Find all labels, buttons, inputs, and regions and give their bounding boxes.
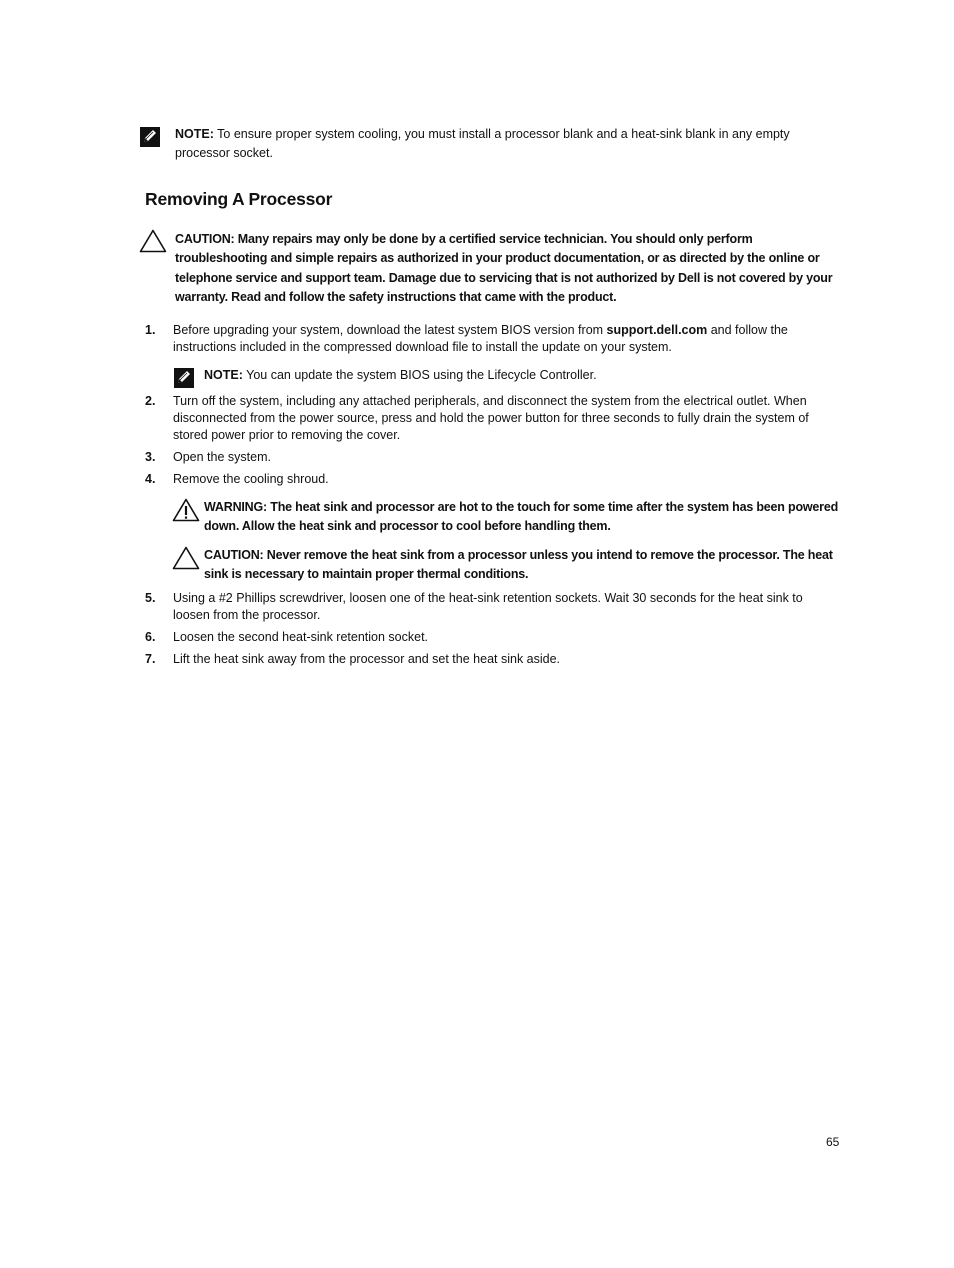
step-text: Using a #2 Phillips screwdriver, loosen one of the heat-sink retention sockets. Wait 30 seconds for the heat sink to loosen from the processor. xyxy=(173,591,803,622)
note-pencil-icon xyxy=(140,127,160,152)
step-number: 3. xyxy=(145,450,156,464)
step-text xyxy=(173,322,841,356)
step-6 xyxy=(145,629,845,647)
note-text: To ensure proper system cooling, you must install a processor blank and a heat-sink blank in any empty processor socket. xyxy=(175,127,790,160)
step-number: 5. xyxy=(145,591,156,605)
step4-warning xyxy=(204,498,839,537)
step-text-after: and follow the instructions included in the compressed download file to install the update on your system. xyxy=(173,323,788,354)
step-text: Lift the heat sink away from the processor and set the heat sink aside. xyxy=(173,652,561,666)
step-1 xyxy=(145,322,845,358)
note-label: NOTE: xyxy=(175,127,214,141)
caution-triangle-icon xyxy=(172,546,200,575)
section-title: Removing A Processor xyxy=(145,189,333,209)
note-label: NOTE: xyxy=(204,368,243,382)
caution-text: Never remove the heat sink from a processor unless you intend to remove the processor. The heat sink is necessary to maintain proper thermal conditions. xyxy=(204,548,833,582)
step-7 xyxy=(145,651,845,669)
note-pencil-icon xyxy=(174,368,194,393)
step-number: 4. xyxy=(145,472,156,486)
step4-caution xyxy=(204,546,839,585)
step-number: 1. xyxy=(145,323,156,337)
caution-triangle-icon xyxy=(139,229,167,258)
step-number: 6. xyxy=(145,630,156,644)
step-text: Remove the cooling shroud. xyxy=(173,472,329,486)
step-4 xyxy=(145,471,845,489)
page-number: 65 xyxy=(826,1135,840,1149)
step-3 xyxy=(145,449,845,467)
step-5 xyxy=(145,590,845,626)
caution-label: CAUTION: xyxy=(204,548,264,562)
warning-label: WARNING: xyxy=(204,500,267,514)
caution-label: CAUTION: xyxy=(175,232,235,246)
support-link[interactable]: support.dell.com xyxy=(606,323,708,337)
step-text: Turn off the system, including any attached peripherals, and disconnect the system from the electrical outlet. When disconnected from the power source, press and hold the power button for three seconds to fully drain the system of stored power prior to removing the cover. xyxy=(173,394,809,442)
step-text-before: Before upgrading your system, download the latest system BIOS version from xyxy=(173,323,607,337)
note-text: You can update the system BIOS using the Lifecycle Controller. xyxy=(242,368,597,382)
caution-text: Many repairs may only be done by a certified service technician. You should only perform troubleshooting and simple repairs as authorized in your product documentation, or as directed by the online or telephone service and support team. Damage due to servicing that is not authorized by Dell is not covered by your warranty. Read and follow the safety instructions that came with the product. xyxy=(175,232,833,305)
step-2 xyxy=(145,393,845,445)
warning-triangle-icon xyxy=(172,498,200,527)
warning-text: The heat sink and processor are hot to the touch for some time after the system has been powered down. Allow the heat sink and processor to cool before handling them. xyxy=(204,500,839,534)
top-note xyxy=(175,125,835,163)
step-text: Open the system. xyxy=(173,450,271,464)
step-number: 2. xyxy=(145,394,156,408)
step-number: 7. xyxy=(145,652,156,666)
step-text: Loosen the second heat-sink retention socket. xyxy=(173,630,429,644)
step1-note xyxy=(204,366,834,385)
section-caution xyxy=(175,230,840,308)
